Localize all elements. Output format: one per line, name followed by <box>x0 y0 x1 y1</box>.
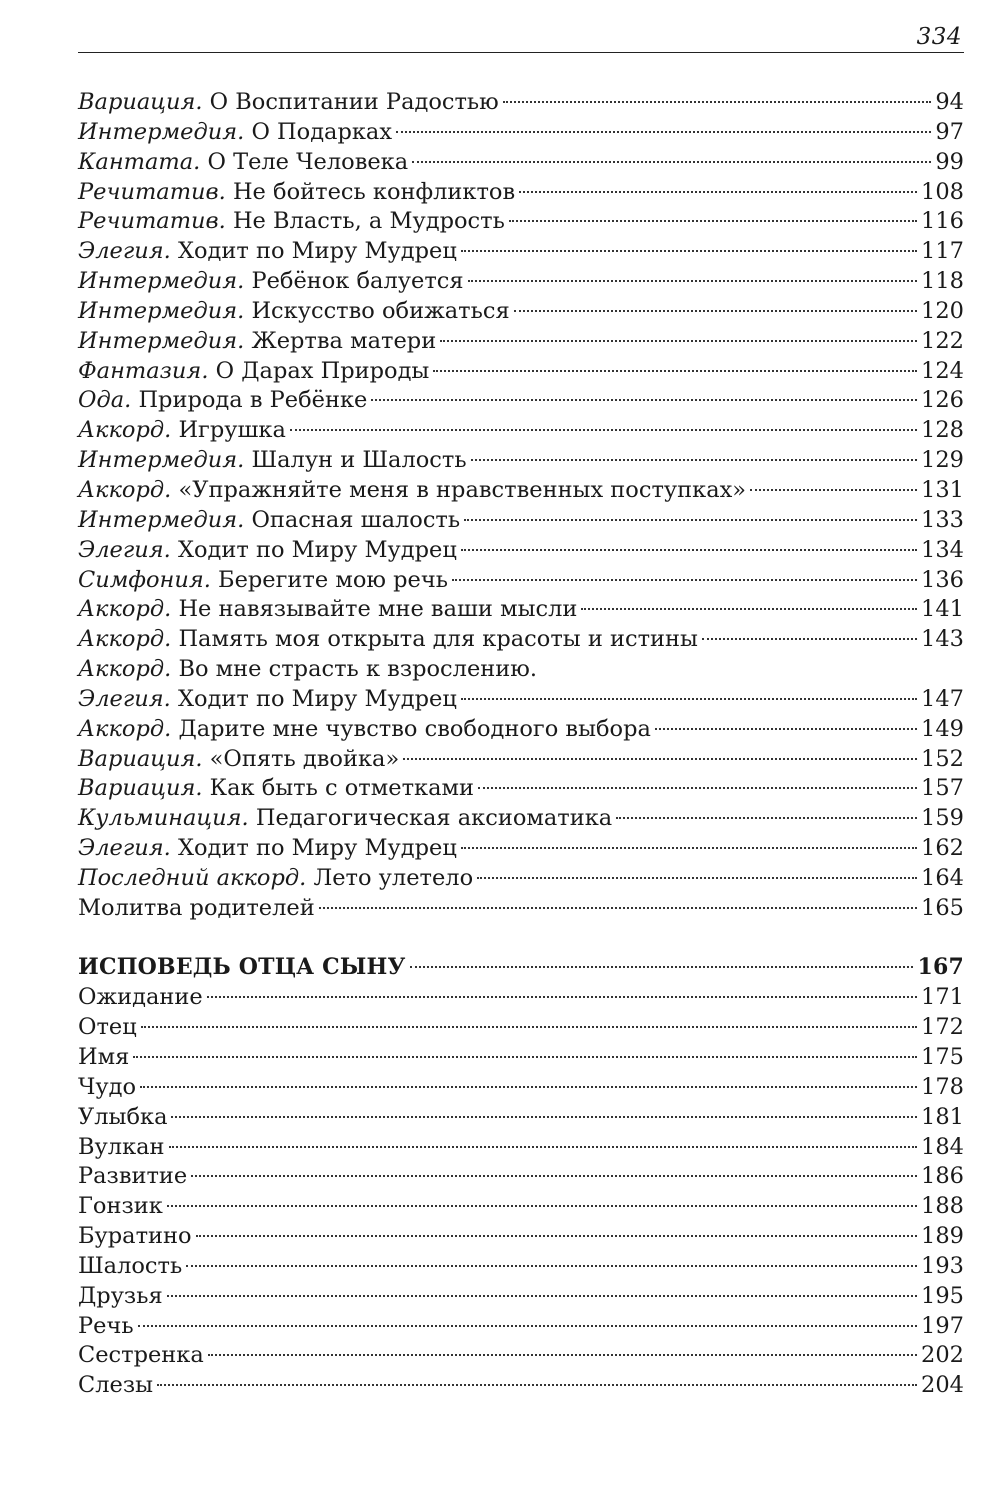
toc-entry-genre: Элегия. <box>78 536 171 563</box>
toc-entry-title: Природа в Ребёнке <box>138 387 368 414</box>
toc-entry[interactable] <box>78 1013 964 1043</box>
toc-entry-genre: Интермедия. <box>78 447 245 474</box>
toc-entry-title: Жертва матери <box>251 327 437 354</box>
toc-entry-page: 184 <box>921 1133 964 1160</box>
toc-entry[interactable] <box>78 655 964 685</box>
toc-entry-title: Сестренка <box>78 1342 204 1369</box>
toc-entry-page: 164 <box>921 864 964 891</box>
toc-entry-title: Во мне страсть к взрослению. <box>178 656 537 683</box>
toc-entry[interactable] <box>78 207 964 237</box>
dot-leader <box>403 758 917 760</box>
toc-entry-genre: Интермедия. <box>78 118 245 145</box>
dot-leader <box>468 280 917 282</box>
toc-entry-title: Педагогическая аксиоматика <box>255 805 613 832</box>
dot-leader <box>471 459 917 461</box>
dot-leader <box>167 1295 917 1297</box>
toc-entry-title: Искусство обижаться <box>251 297 510 324</box>
toc-entry-page: 149 <box>921 715 964 742</box>
dot-leader <box>157 1384 917 1386</box>
toc-entry[interactable] <box>78 386 964 416</box>
toc-entry-title: О Подарках <box>251 118 393 145</box>
dot-leader <box>169 1146 918 1148</box>
toc-entry[interactable] <box>78 864 964 894</box>
toc-entry[interactable] <box>78 1073 964 1103</box>
dot-leader <box>191 1175 917 1177</box>
toc-entry-title: Улыбка <box>78 1103 168 1130</box>
toc-entry-page: 162 <box>921 835 964 862</box>
dot-leader <box>141 1026 917 1028</box>
toc-entry-page: 94 <box>935 89 964 115</box>
toc-entry-page: 141 <box>921 596 964 623</box>
toc-entry-genre: Интермедия. <box>78 268 245 295</box>
toc-entry[interactable] <box>78 1312 964 1342</box>
dot-leader <box>509 220 917 222</box>
toc-entry-genre: Фантазия. <box>78 357 209 384</box>
toc-entry-page: 165 <box>921 894 964 921</box>
dot-leader <box>519 191 917 193</box>
toc-entry-genre: Аккорд. <box>78 715 172 742</box>
toc-entry-title: Ходит по Миру Мудрец <box>177 238 457 265</box>
toc-entry-page: 116 <box>921 208 964 235</box>
toc-entry-page: 175 <box>921 1044 964 1070</box>
toc-entry[interactable] <box>78 148 964 178</box>
toc-entry-title: Гонзик <box>78 1193 163 1220</box>
toc-entry-title: О Дарах Природы <box>215 357 430 384</box>
toc-entry-title: Ходит по Миру Мудрец <box>177 536 457 563</box>
section-gap <box>78 924 964 954</box>
toc-entry-title: Как быть с отметками <box>209 775 474 802</box>
toc-entry-genre: Вариация. <box>78 89 203 115</box>
toc-entry-page: 143 <box>921 626 964 653</box>
toc-entry-title: Вулкан <box>78 1133 165 1160</box>
toc-entry-page: 122 <box>921 327 964 354</box>
toc-entry-title: Ребёнок балуется <box>251 268 464 295</box>
toc-entry[interactable] <box>78 715 964 745</box>
toc-entry-genre: Речитатив. <box>78 208 226 235</box>
toc-entry-genre: Аккорд. <box>78 476 172 503</box>
dot-leader <box>140 1086 917 1088</box>
toc-entry-genre: Элегия. <box>78 685 171 712</box>
toc-entry-genre: Интермедия. <box>78 506 245 533</box>
toc-entry-page: 178 <box>921 1073 964 1100</box>
toc-entry-page: 189 <box>921 1223 964 1250</box>
toc-entry-title: Дарите мне чувство свободного выбора <box>178 715 651 742</box>
toc-entry[interactable] <box>78 1371 964 1401</box>
toc-entry-title: О Воспитании Радостью <box>209 89 499 115</box>
dot-leader <box>581 608 917 610</box>
toc-entry[interactable] <box>78 595 964 625</box>
toc-entry[interactable] <box>78 327 964 357</box>
dot-leader <box>702 638 917 640</box>
toc-entry-page: 128 <box>921 417 964 444</box>
toc-entry-title: Отец <box>78 1014 137 1041</box>
toc-entry-title: Опасная шалость <box>251 506 461 533</box>
dot-leader <box>461 250 917 252</box>
toc-entry[interactable] <box>78 1162 964 1192</box>
toc-entry-genre: Интермедия. <box>78 327 245 354</box>
dot-leader <box>186 1265 917 1267</box>
toc-part-1 <box>78 88 964 924</box>
toc-entry-genre: Вариация. <box>78 775 203 802</box>
toc-entry-page: 171 <box>921 984 964 1011</box>
dot-leader <box>167 1205 917 1207</box>
dot-leader <box>319 907 917 909</box>
toc-entry[interactable] <box>78 476 964 506</box>
dot-leader <box>452 579 917 581</box>
toc-entry[interactable] <box>78 566 964 596</box>
dot-leader <box>208 1354 917 1356</box>
section-heading-title: ИСПОВЕДЬ ОТЦА СЫНУ <box>78 954 406 981</box>
dot-leader <box>171 1116 917 1118</box>
toc-entry[interactable] <box>78 745 964 775</box>
toc-entry-title: Чудо <box>78 1073 137 1100</box>
toc-entry-page: 133 <box>921 506 964 533</box>
toc-entry-page: 99 <box>935 148 964 175</box>
toc-entry-title: Буратино <box>78 1223 192 1250</box>
toc-entry-title: Память моя открыта для красоты и истины <box>178 626 698 653</box>
toc-entry-title: Не Власть, а Мудрость <box>232 208 505 235</box>
toc-entry-genre: Последний аккорд. <box>78 864 307 891</box>
dot-leader <box>433 370 917 372</box>
toc-entry[interactable] <box>78 804 964 834</box>
toc-entry-title: О Теле Человека <box>207 148 409 175</box>
toc-entry[interactable] <box>78 1222 964 1252</box>
toc-entry-page: 202 <box>921 1342 964 1369</box>
toc-entry-genre: Ода. <box>78 387 132 414</box>
toc-entry-genre: Кантата. <box>78 148 201 175</box>
toc-entry-page: 134 <box>921 536 964 563</box>
toc-entry-page: 193 <box>921 1252 964 1279</box>
toc-entry-page: 120 <box>921 297 964 324</box>
toc-entry[interactable] <box>78 1341 964 1371</box>
toc-entry[interactable] <box>78 357 964 387</box>
dot-leader <box>461 847 917 849</box>
toc-entry[interactable] <box>78 894 964 924</box>
dot-leader <box>133 1056 917 1058</box>
toc-part-2 <box>78 983 964 1401</box>
toc-entry-page: 124 <box>921 357 964 384</box>
toc-entry[interactable] <box>78 685 964 715</box>
toc-entry-page: 159 <box>921 805 964 832</box>
toc-entry[interactable] <box>78 1192 964 1222</box>
toc-entry-title: Шалун и Шалость <box>251 447 467 474</box>
toc-entry-page: 195 <box>921 1282 964 1309</box>
dot-leader <box>750 489 917 491</box>
toc-entry-page: 108 <box>921 178 964 205</box>
dot-leader <box>616 817 917 819</box>
table-of-contents <box>78 88 964 1401</box>
dot-leader <box>412 161 931 163</box>
toc-entry-title: Ожидание <box>78 984 203 1011</box>
toc-entry-title: Лето улетело <box>313 864 474 891</box>
dot-leader <box>461 549 917 551</box>
toc-entry-page: 181 <box>921 1103 964 1130</box>
dot-leader <box>290 429 917 431</box>
toc-entry[interactable] <box>78 536 964 566</box>
dot-leader <box>138 1325 917 1327</box>
toc-entry[interactable] <box>78 88 964 118</box>
toc-entry-page: 129 <box>921 447 964 474</box>
toc-entry-title: «Опять двойка» <box>209 745 400 772</box>
toc-entry-title: Слезы <box>78 1372 154 1399</box>
dot-leader <box>464 519 917 521</box>
dot-leader <box>440 340 917 342</box>
toc-entry-title: Молитва родителей <box>78 894 315 921</box>
toc-entry-page: 117 <box>921 238 964 265</box>
dot-leader <box>396 131 931 133</box>
toc-entry-page: 97 <box>935 118 964 145</box>
toc-entry[interactable] <box>78 178 964 208</box>
toc-entry[interactable] <box>78 118 964 148</box>
toc-entry[interactable] <box>78 446 964 476</box>
dot-leader <box>207 996 917 998</box>
toc-entry-page: 147 <box>921 685 964 712</box>
toc-entry-title: Берегите мою речь <box>218 566 448 593</box>
toc-entry-genre: Вариация. <box>78 745 203 772</box>
section-heading-page: 167 <box>917 954 964 981</box>
toc-section-heading[interactable] <box>78 953 964 983</box>
toc-entry[interactable] <box>78 1043 964 1073</box>
toc-entry-title: Не навязывайте мне ваши мысли <box>178 596 578 623</box>
toc-entry-page: 131 <box>921 476 964 503</box>
toc-entry-genre: Речитатив. <box>78 178 226 205</box>
toc-entry-genre: Аккорд. <box>78 656 172 683</box>
toc-entry-title: Имя <box>78 1044 130 1070</box>
toc-entry[interactable] <box>78 774 964 804</box>
dot-leader <box>196 1235 917 1237</box>
dot-leader <box>478 787 917 789</box>
toc-entry-title: Ходит по Миру Мудрец <box>177 685 457 712</box>
toc-entry-page: 152 <box>921 745 964 772</box>
toc-entry-genre: Аккорд. <box>78 417 172 444</box>
toc-entry-genre: Кульминация. <box>78 805 249 832</box>
toc-entry[interactable] <box>78 267 964 297</box>
dot-leader <box>410 966 914 968</box>
toc-entry[interactable] <box>78 416 964 446</box>
toc-entry-title: Друзья <box>78 1282 163 1309</box>
dot-leader <box>371 399 917 401</box>
toc-entry-page: 126 <box>921 387 964 414</box>
toc-entry[interactable] <box>78 983 964 1013</box>
toc-entry-page: 172 <box>921 1014 964 1041</box>
toc-entry[interactable] <box>78 506 964 536</box>
toc-entry-title: Ходит по Миру Мудрец <box>177 835 457 862</box>
toc-entry-title: Игрушка <box>178 417 286 444</box>
toc-entry-genre: Аккорд. <box>78 626 172 653</box>
toc-entry-title: Шалость <box>78 1252 183 1279</box>
toc-entry-genre: Симфония. <box>78 566 211 593</box>
toc-entry-page: 204 <box>921 1372 964 1399</box>
toc-entry-title: Развитие <box>78 1163 188 1190</box>
toc-entry-page: 136 <box>921 566 964 593</box>
toc-entry-page: 157 <box>921 775 964 802</box>
toc-entry-page: 188 <box>921 1193 964 1220</box>
header-rule <box>78 52 964 53</box>
toc-entry[interactable] <box>78 1133 964 1163</box>
toc-entry-title: «Упражняйте меня в нравственных поступках» <box>178 476 747 503</box>
toc-entry-genre: Аккорд. <box>78 596 172 623</box>
toc-entry[interactable] <box>78 1282 964 1312</box>
toc-entry-title: Не бойтесь конфликтов <box>232 178 516 205</box>
toc-entry-genre: Элегия. <box>78 238 171 265</box>
dot-leader <box>503 101 932 103</box>
toc-entry[interactable] <box>78 834 964 864</box>
toc-entry[interactable] <box>78 1103 964 1133</box>
toc-entry-page: 197 <box>921 1312 964 1339</box>
toc-entry-page: 118 <box>921 268 964 295</box>
toc-entry-genre: Элегия. <box>78 835 171 862</box>
dot-leader <box>477 877 917 879</box>
dot-leader <box>655 728 917 730</box>
toc-entry[interactable] <box>78 625 964 655</box>
dot-leader <box>514 310 917 312</box>
dot-leader <box>461 698 917 700</box>
toc-entry-genre: Интермедия. <box>78 297 245 324</box>
toc-entry-title: Речь <box>78 1312 134 1339</box>
toc-entry[interactable] <box>78 297 964 327</box>
toc-entry[interactable] <box>78 1252 964 1282</box>
toc-entry[interactable] <box>78 237 964 267</box>
toc-entry-page: 186 <box>921 1163 964 1190</box>
page-number: 334 <box>916 24 962 50</box>
